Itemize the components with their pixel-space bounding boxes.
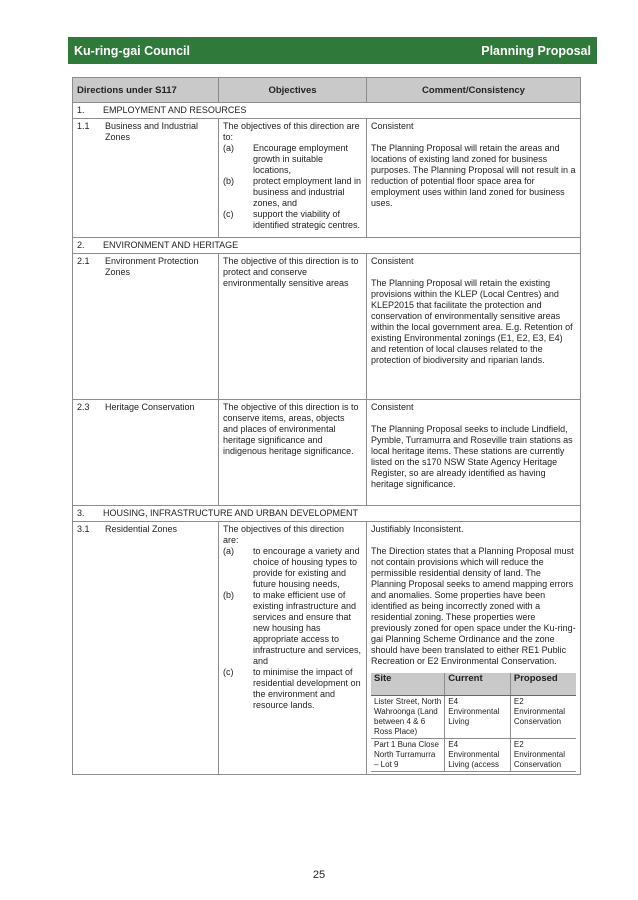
objectives-intro: The objective of this direction is to protect and conserve environmentally sensitive areas [223, 256, 359, 288]
consistency-status: Consistent [371, 256, 414, 266]
site-cell: Lister Street, North Wahroonga (Land between 4 & 6 Ross Place) [371, 696, 445, 739]
proposed-zone-cell: E2 Environmental Conservation [510, 696, 576, 739]
list-marker: (b) [223, 176, 234, 186]
list-item [223, 176, 362, 209]
table-header-row [73, 78, 581, 103]
section-number: 3. [77, 508, 85, 518]
s117-directions-table [72, 77, 581, 775]
direction-name: Residential Zones [105, 524, 178, 534]
table-row [371, 739, 576, 772]
list-text: to make efficient use of existing infrastructure and services and ensure that new housing has appropriate access to infrastructure and services, and [253, 590, 362, 666]
direction-number: 3.1 [77, 524, 90, 534]
page-number: 25 [312, 869, 326, 881]
comment-text: The Planning Proposal seeks to include Lindfield, Pymble, Turramurra and Roseville train stations as local heritage items. These stations are currently listed on the s170 NSW State Agency Heritage Register, so are already identified as having heritage significance. [371, 424, 573, 489]
list-item [223, 209, 362, 231]
consistency-status: Justifiably Inconsistent. [371, 524, 464, 534]
list-item [223, 590, 362, 667]
list-text: protect employment land in business and industrial zones, and [253, 176, 362, 208]
sites-header-site: Site [371, 673, 445, 696]
objectives-cell [219, 522, 367, 775]
table-row [73, 119, 581, 238]
comment-cell [367, 522, 581, 775]
comment-cell [367, 254, 581, 400]
list-marker: (c) [223, 209, 234, 219]
objectives-intro: The objectives of this direction are: [223, 524, 345, 545]
list-marker: (c) [223, 667, 234, 677]
document-title: Planning Proposal [481, 43, 591, 58]
header-banner [68, 37, 597, 64]
objectives-intro: The objectives of this direction are to: [223, 121, 360, 142]
list-text: to minimise the impact of residential development on the environment and resource lands. [253, 667, 361, 710]
direction-cell [73, 522, 219, 775]
header-objectives: Objectives [219, 78, 367, 103]
list-item [223, 143, 362, 176]
consistency-status: Consistent [371, 402, 414, 412]
list-text: support the viability of identified strategic centres. [253, 209, 361, 230]
direction-name: Heritage Conservation [105, 402, 195, 412]
list-text: Encourage employment growth in suitable locations, [253, 143, 349, 175]
comment-text: The Direction states that a Planning Proposal must not contain provisions which will reduce the permissible residential density of land. The Planning Proposal seeks to amend mapping errors and anomalies. Some properties have been identified as being incorrectly zoned with a residential zoning. These properties were previously zoned for open space under the Ku-ring-gai Planning Scheme Ordinance and the zone should have been translated to either RE1 Public Recreation or E2 Environmental Conservation. [371, 546, 576, 666]
consistency-status: Consistent [371, 121, 414, 131]
comment-cell [367, 119, 581, 238]
table-row [73, 400, 581, 506]
section-number: 1. [77, 105, 85, 115]
comment-text: The Planning Proposal will retain the existing provisions within the KLEP (Local Centres) and KLEP2015 that facilitate the protection and conservation of environmentally sensitive areas within the local government area. E.g. Retention of existing Environmental zonings (E1, E2, E3, E4) and retention of local clauses related to the protection of biodiversity and riparian lands. [371, 278, 573, 365]
list-item [223, 667, 362, 711]
direction-name: Environment Protection Zones [105, 256, 199, 277]
site-cell: Part 1 Buna Close North Turramurra – Lot 9 [371, 739, 445, 772]
section-row [73, 506, 581, 522]
section-row [73, 103, 581, 119]
direction-cell [73, 254, 219, 400]
section-title: EMPLOYMENT AND RESOURCES [103, 105, 247, 115]
header-directions: Directions under S117 [73, 78, 219, 103]
list-marker: (a) [223, 143, 234, 153]
sites-header-proposed: Proposed [510, 673, 576, 696]
section-title: ENVIRONMENT AND HERITAGE [103, 240, 239, 250]
list-marker: (b) [223, 590, 234, 600]
sites-header-row [371, 673, 576, 696]
proposed-zone-cell: E2 Environmental Conservation [510, 739, 576, 772]
section-number: 2. [77, 240, 85, 250]
direction-cell [73, 119, 219, 238]
table-row [371, 696, 576, 739]
council-name: Ku-ring-gai Council [74, 43, 190, 58]
list-marker: (a) [223, 546, 234, 556]
current-zone-cell: E4 Environmental Living (access [445, 739, 511, 772]
direction-number: 2.1 [77, 256, 90, 266]
list-item [223, 546, 362, 590]
section-title: HOUSING, INFRASTRUCTURE AND URBAN DEVELOPMENT [103, 508, 359, 518]
comment-text: The Planning Proposal will retain the areas and locations of existing land zoned for business purposes. The Planning Proposal will not result in a reduction of potential floor space area for employment uses within land zoned for business uses. [371, 143, 576, 208]
objectives-cell [219, 400, 367, 506]
section-row [73, 238, 581, 254]
comment-cell [367, 400, 581, 506]
direction-name: Business and Industrial Zones [105, 121, 199, 142]
sites-table [371, 673, 576, 772]
direction-number: 1.1 [77, 121, 90, 131]
table-row [73, 254, 581, 400]
objectives-cell [219, 119, 367, 238]
objectives-cell [219, 254, 367, 400]
list-text: to encourage a variety and choice of housing types to provide for existing and future housing needs, [253, 546, 360, 589]
objectives-intro: The objective of this direction is to conserve items, areas, objects and places of environmental heritage significance and indigenous heritage significance. [223, 402, 359, 456]
header-comment: Comment/Consistency [367, 78, 581, 103]
direction-cell [73, 400, 219, 506]
sites-header-current: Current [445, 673, 511, 696]
direction-number: 2.3 [77, 402, 90, 412]
table-row [73, 522, 581, 775]
current-zone-cell: E4 Environmental Living [445, 696, 511, 739]
